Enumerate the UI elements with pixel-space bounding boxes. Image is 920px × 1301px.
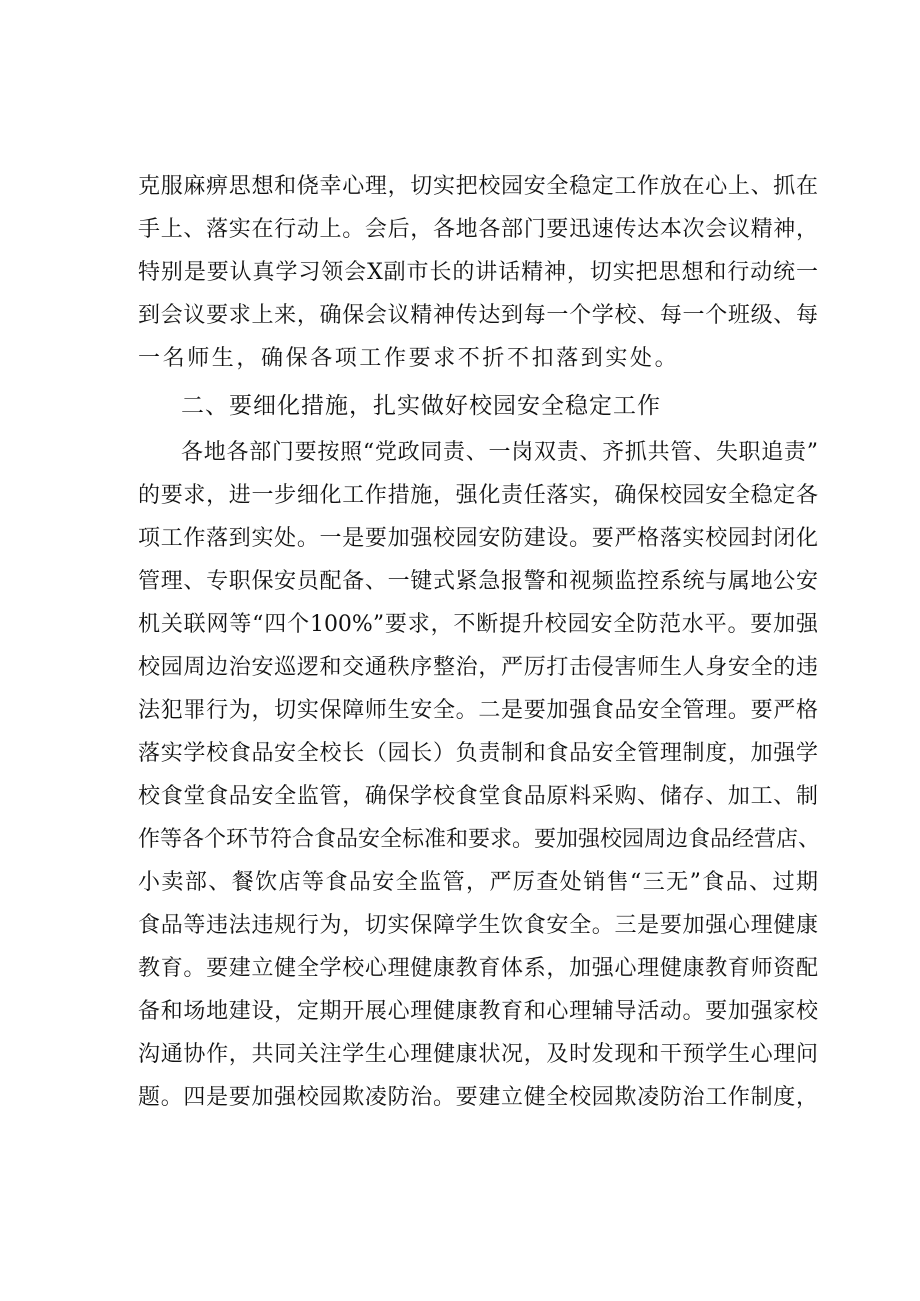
- paragraph-2-line-6: 校园周边治安巡逻和交通秩序整治，严厉打击侵害师生人身安全的违: [138, 655, 818, 680]
- section-heading: 二、要细化措施，扎实做好校园安全稳定工作: [181, 393, 661, 419]
- paragraph-2-line-11: 小卖部、餐饮店等食品安全监管，严厉查处销售“三无”食品、过期: [138, 870, 818, 895]
- paragraph-1-line-2: 手上、落实在行动上。会后，各地各部门要迅速传达本次会议精神，: [138, 217, 818, 242]
- paragraph-2-line-2: 的要求，进一步细化工作措施，强化责任落实，确保校园安全稳定各: [138, 483, 818, 508]
- paragraph-2-line-15: 沟通协作，共同关注学生心理健康状况，及时发现和干预学生心理问: [138, 1042, 818, 1067]
- paragraph-2-line-4: 管理、专职保安员配备、一键式紧急报警和视频监控系统与属地公安: [138, 569, 818, 594]
- paragraph-1-line-4: 到会议要求上来，确保会议精神传达到每一个学校、每一个班级、每: [138, 303, 818, 328]
- paragraph-1-line-3: 特别是要认真学习领会X副市长的讲话精神，切实把思想和行动统一: [138, 260, 818, 285]
- paragraph-2-line-7: 法犯罪行为，切实保障师生安全。二是要加强食品安全管理。要严格: [138, 698, 818, 723]
- paragraph-2-line-13: 教育。要建立健全学校心理健康教育体系，加强心理健康教育师资配: [138, 956, 818, 981]
- paragraph-2-line-9: 校食堂食品安全监管，确保学校食堂食品原料采购、储存、加工、制: [138, 784, 818, 809]
- paragraph-2-line-3: 项工作落到实处。一是要加强校园安防建设。要严格落实校园封闭化: [138, 526, 818, 551]
- paragraph-2-line-12: 食品等违法违规行为，切实保障学生饮食安全。三是要加强心理健康: [138, 913, 818, 938]
- paragraph-2-line-14: 备和场地建设，定期开展心理健康教育和心理辅导活动。要加强家校: [138, 999, 818, 1024]
- paragraph-1-line-1: 克服麻痹思想和侥幸心理，切实把校园安全稳定工作放在心上、抓在: [138, 174, 818, 199]
- paragraph-2-line-16: 题。四是要加强校园欺凌防治。要建立健全校园欺凌防治工作制度，: [138, 1085, 818, 1110]
- paragraph-2-line-1: 各地各部门要按照“党政同责、一岗双责、齐抓共管、失职追责”: [181, 440, 818, 465]
- paragraph-2-line-8: 落实学校食品安全校长（园长）负责制和食品安全管理制度，加强学: [138, 741, 818, 766]
- paragraph-2-line-5: 机关联网等“四个100%”要求，不断提升校园安全防范水平。要加强: [138, 612, 818, 637]
- paragraph-2-line-10: 作等各个环节符合食品安全标准和要求。要加强校园周边食品经营店、: [138, 827, 821, 852]
- paragraph-1-line-5: 一名师生，确保各项工作要求不折不扣落到实处。: [138, 346, 680, 371]
